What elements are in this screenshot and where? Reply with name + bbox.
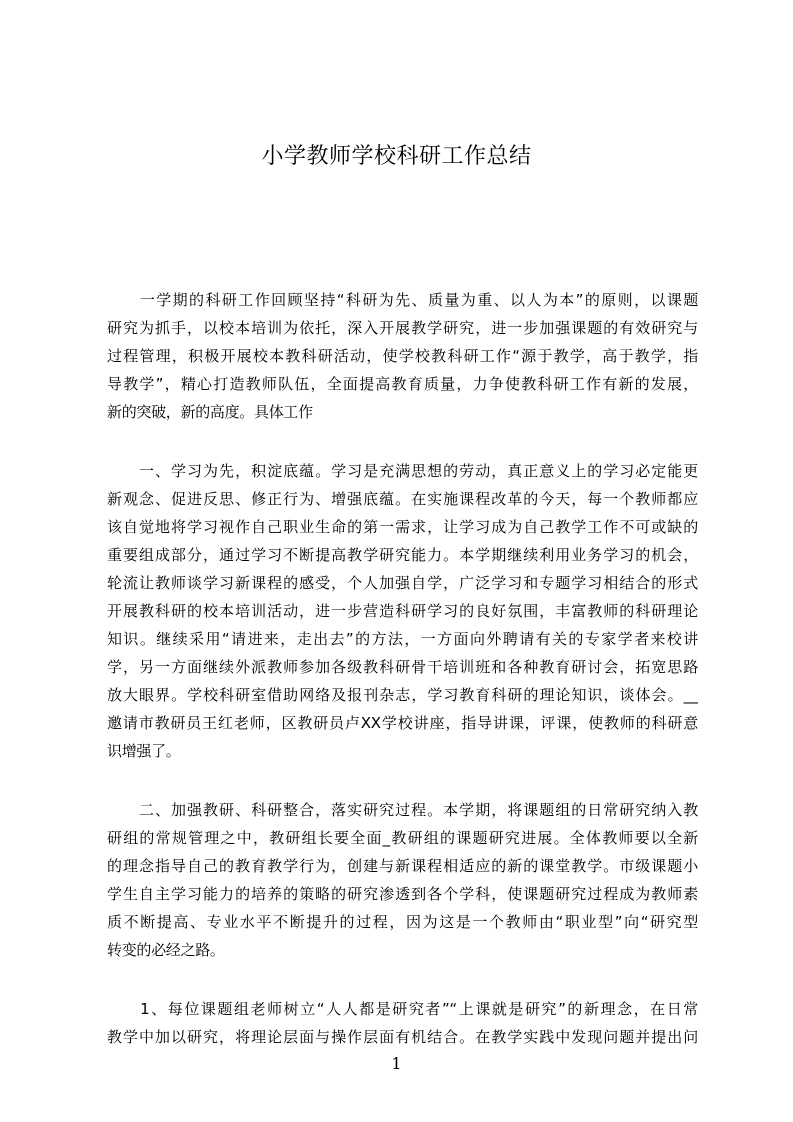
text-line: 转变的必经之路。 (107, 941, 225, 959)
text-line: 过程管理，积极开展校本教科研活动，使学校教科研工作“源于教学，高于教学，指 (107, 347, 698, 365)
paragraph-intro (107, 286, 698, 426)
text-line: 学，另一方面继续外派教师参加各级教科研骨干培训班和各种教育研讨会，拓宽思路 (107, 658, 698, 676)
page-number: 1 (391, 1054, 402, 1073)
text-line: 开展教科研的校本培训活动，进一步营造科研学习的良好氛围，丰富教师的科研理论 (107, 602, 698, 620)
text-line: 一、学习为先，积淀底蕴。学习是充满思想的劳动，真正意义上的学习必定能更 (107, 462, 698, 480)
text-line: 该自觉地将学习视作自己职业生命的第一需求，让学习成为自己教学工作不可或缺的 (107, 518, 698, 536)
text-line: 教学中加以研究，将理论层面与操作层面有机结合。在教学实践中发现问题并提出问 (107, 1028, 698, 1046)
text-line: 知识。继续采用“请进来，走出去”的方法，一方面向外聘请有关的专家学者来校讲 (107, 630, 698, 648)
text-line: 识增强了。 (107, 742, 181, 760)
document-title: 小学教师学校科研工作总结 (261, 144, 532, 169)
text-line: 放大眼界。学校科研室借助网络及报刊杂志，学习教育科研的理论知识，谈体会。__ (107, 686, 698, 704)
text-line: 质不断提高、专业水平不断提升的过程，因为这是一个教师由“职业型”向“研究型 (107, 913, 698, 931)
text-line: 1、每位课题组老师树立“人人都是研究者”“上课就是研究”的新理念，在日常 (107, 1000, 698, 1018)
text-line: 研究为抓手，以校本培训为依托，深入开展教学研究，进一步加强课题的有效研究与 (107, 319, 698, 337)
text-line: 重要组成部分，通过学习不断提高教学研究能力。本学期继续利用业务学习的机会， (107, 546, 698, 564)
text-line: 邀请市教研员王红老师，区教研员卢XX学校讲座，指导讲课，评课，使教师的科研意 (107, 714, 698, 732)
text-line: 的理念指导自己的教育教学行为，创建与新课程相适应的新的课堂教学。市级课题小 (107, 857, 698, 875)
text-line: 一学期的科研工作回顾坚持“科研为先、质量为重、以人为本”的原则，以课题 (107, 291, 698, 309)
document-body (107, 286, 698, 1082)
text-line: 导教学”，精心打造教师队伍，全面提高教育质量，力争使教科研工作有新的发展， (107, 375, 698, 393)
text-line: 轮流让教师谈学习新课程的感受，个人加强自学，广泛学习和专题学习相结合的形式 (107, 574, 698, 592)
text-line: 二、加强教研、科研整合，落实研究过程。本学期，将课题组的日常研究纳入教 (107, 801, 698, 819)
paragraph-section-two (107, 796, 698, 964)
text-line: 学生自主学习能力的培养的策略的研究渗透到各个学科，使课题研究过程成为教师素 (107, 885, 698, 903)
paragraph-item-one (107, 995, 698, 1051)
text-line: 研组的常规管理之中，教研组长要全面_教研组的课题研究进展。全体教师要以全新 (107, 829, 698, 847)
paragraph-section-one (107, 457, 698, 765)
text-line: 新观念、促进反思、修正行为、增强底蕴。在实施课程改革的今天，每一个教师都应 (107, 490, 698, 508)
text-line: 新的突破，新的高度。具体工作 (107, 403, 313, 421)
